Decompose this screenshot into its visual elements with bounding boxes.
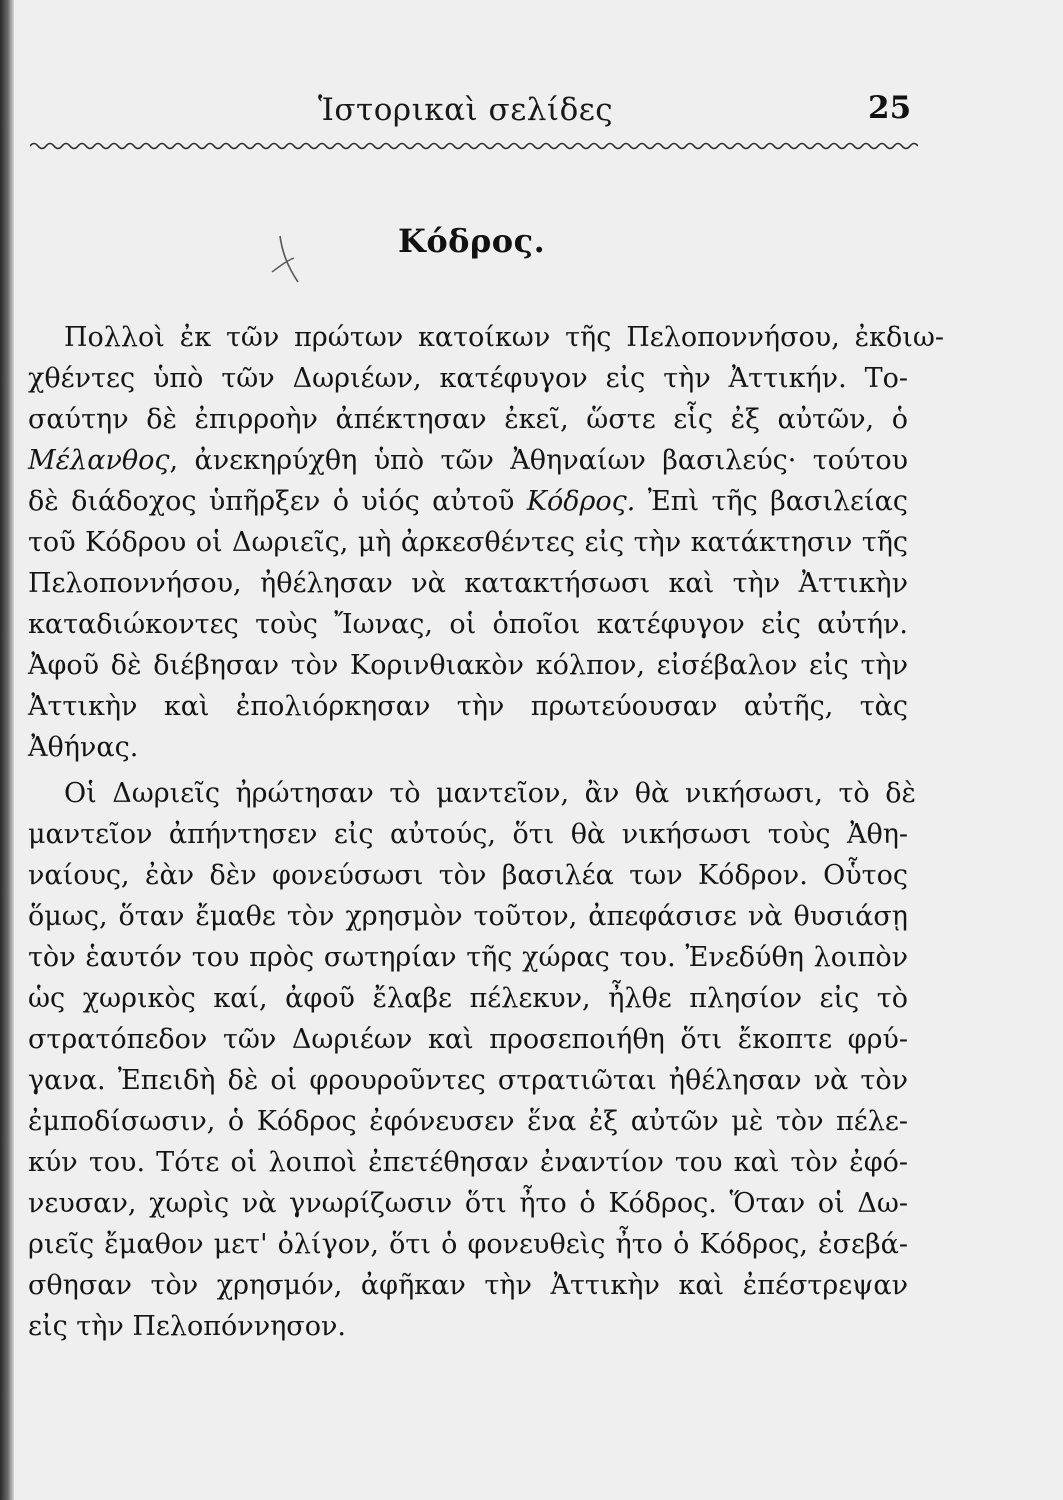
text-line: Πολλοὶ ἐκ τῶν πρώτων κατοίκων τῆς Πελοποννήσου, ἐκδιω- bbox=[64, 322, 944, 353]
text-line: σαύτην δὲ ἐπιρροὴν ἀπέκτησαν ἐκεῖ, ὥστε εἷς ἐξ αὐτῶν, ὁ bbox=[28, 404, 908, 435]
text-line: σθησαν τὸν χρησμόν, ἀφῆκαν τὴν Ἀττικὴν καὶ ἐπέστρεψαν bbox=[28, 1270, 908, 1301]
text-line: μαντεῖον ἀπήντησεν εἰς αὐτούς, ὅτι θὰ νικήσωσι τοὺς Ἀθη- bbox=[28, 819, 908, 850]
text-line: ριεῖς ἔμαθον μετ' ὀλίγον, ὅτι ὁ φονευθεὶς ἦτο ὁ Κόδρος, ἐσεβά- bbox=[28, 1229, 908, 1260]
text-line: ὡς χωρικὸς καί, ἀφοῦ ἔλαβε πέλεκυν, ἦλθε πλησίον εἰς τὸ bbox=[28, 983, 908, 1014]
scan-edge bbox=[0, 0, 14, 1500]
text-line: ἐμποδίσωσιν, ὁ Κόδρος ἐφόνευσεν ἕνα ἐξ αὐτῶν μὲ τὸν πέλε- bbox=[28, 1106, 908, 1137]
text-line: γανα. Ἐπειδὴ δὲ οἱ φρουροῦντες στρατιῶται ἠθέλησαν νὰ τὸν bbox=[28, 1065, 908, 1096]
header-wavy-rule bbox=[30, 140, 918, 152]
text-line: ὅμως, ὅταν ἔμαθε τὸν χρησμὸν τοῦτον, ἀπεφάσισε νὰ θυσιάσῃ bbox=[28, 901, 908, 932]
text-line: εἰς τὴν Πελοπόννησον. bbox=[28, 1311, 346, 1342]
running-title: Ἱστορικαὶ σελίδες bbox=[318, 92, 614, 128]
text-line: τοῦ Κόδρου οἱ Δωριεῖς, μὴ ἀρκεσθέντες εἰς τὴν κατάκτησιν τῆς bbox=[28, 527, 908, 558]
text-line: Οἱ Δωριεῖς ἠρώτησαν τὸ μαντεῖον, ἂν θὰ νικήσωσι, τὸ δὲ bbox=[64, 778, 916, 809]
page-number: 25 bbox=[868, 90, 912, 126]
text-line: Ἀθήνας. bbox=[28, 732, 139, 763]
text-line: Ἀφοῦ δὲ διέβησαν τὸν Κορινθιακὸν κόλπον, εἰσέβαλον εἰς τὴν bbox=[28, 650, 908, 681]
text-line: δὲ διάδοχος ὑπῆρξεν ὁ υἱός αὐτοῦ Κόδρος. Ἐπὶ τῆς βασιλείας bbox=[28, 486, 908, 517]
text-line: στρατόπεδον τῶν Δωριέων καὶ προσεποιήθη ὅτι ἔκοπτε φρύ- bbox=[28, 1024, 908, 1055]
text-line: κύν του. Τότε οἱ λοιποὶ ἐπετέθησαν ἐναντίον του καὶ τὸν ἐφό- bbox=[28, 1147, 908, 1178]
text-line: νευσαν, χωρὶς νὰ γνωρίζωσιν ὅτι ἦτο ὁ Κόδρος. Ὅταν οἱ Δω- bbox=[28, 1188, 908, 1219]
running-header bbox=[0, 92, 1063, 136]
chapter-title: Κόδρος. bbox=[398, 222, 546, 260]
text-line: ναίους, ἐὰν δὲν φονεύσωσι τὸν βασιλέα των Κόδρον. Οὗτος bbox=[28, 860, 908, 891]
pencil-x-mark bbox=[258, 230, 308, 290]
text-line: χθέντες ὑπὸ τῶν Δωριέων, κατέφυγον εἰς τὴν Ἀττικήν. Το- bbox=[28, 363, 908, 394]
text-line: τὸν ἑαυτόν του πρὸς σωτηρίαν τῆς χώρας του. Ἐνεδύθη λοιπὸν bbox=[28, 942, 908, 973]
text-line: Ἀττικὴν καὶ ἐπολιόρκησαν τὴν πρωτεύουσαν αὐτῆς, τὰς bbox=[28, 691, 908, 722]
text-line: Μέλανθος, ἀνεκηρύχθη ὑπὸ τῶν Ἀθηναίων βασιλεύς· τούτου bbox=[28, 445, 908, 476]
text-line: Πελοποννήσου, ἠθέλησαν νὰ κατακτήσωσι καὶ τὴν Ἀττικὴν bbox=[28, 568, 908, 599]
text-line: καταδιώκοντες τοὺς Ἴωνας, οἱ ὁποῖοι κατέφυγον εἰς αὐτήν. bbox=[28, 609, 908, 640]
